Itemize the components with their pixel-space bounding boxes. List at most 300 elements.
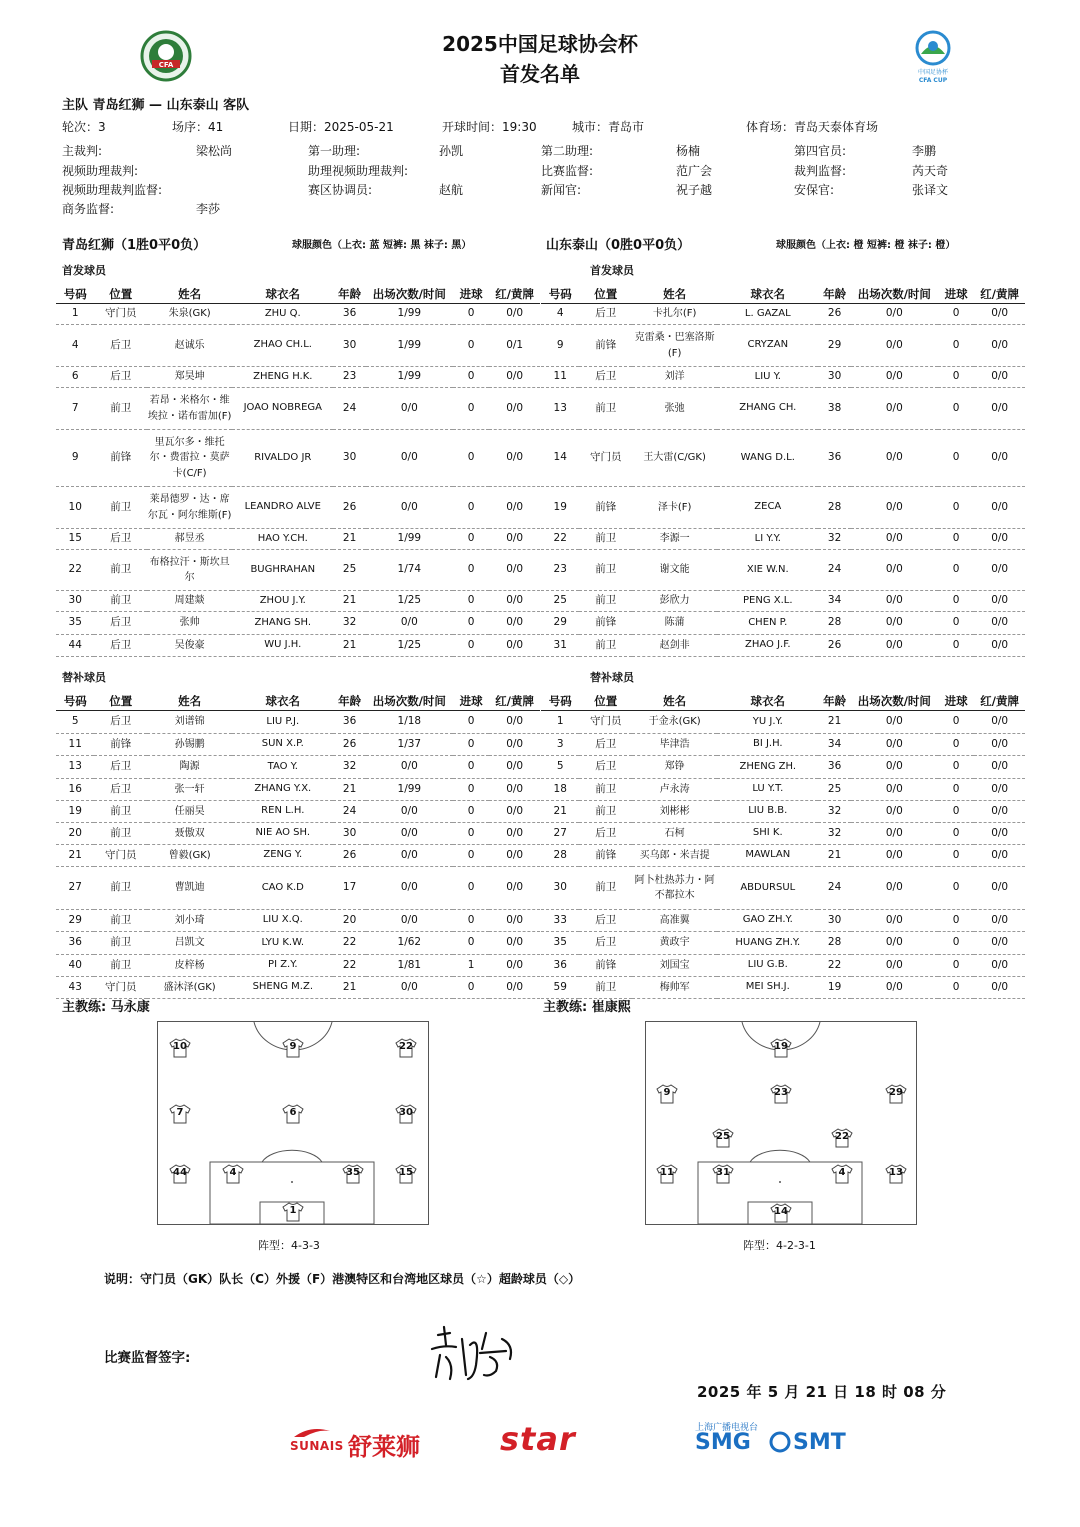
table-cell: 26 <box>333 487 365 529</box>
table-row <box>541 955 1025 977</box>
star-text: star <box>500 1420 576 1458</box>
table-cell: 前锋 <box>94 734 147 756</box>
table-cell: 0 <box>938 932 974 955</box>
jersey-icon <box>885 1084 907 1104</box>
column-header: 出场次数/时间 <box>366 285 453 304</box>
table-cell: 前卫 <box>579 388 632 430</box>
home-coach: 主教练: 马永康 <box>62 1000 150 1015</box>
table-row <box>541 932 1025 955</box>
table-cell: 1/99 <box>366 325 453 367</box>
table-cell: 0/0 <box>974 711 1025 734</box>
column-header: 进球 <box>938 285 974 304</box>
table-cell: 赵诚乐 <box>147 325 232 367</box>
official-label: 安保官: <box>794 183 835 197</box>
match-no-info: 场序：41 <box>172 120 224 134</box>
table-cell: 0 <box>453 845 489 867</box>
table-cell: 0 <box>938 977 974 999</box>
table-cell: 24 <box>818 550 850 591</box>
table-cell: 曹凯迪 <box>147 867 232 910</box>
table-cell: 0 <box>453 612 489 635</box>
table-cell: 0/0 <box>489 756 540 779</box>
home-kit-colors: 球服颜色（上衣: 蓝 短裤: 黑 袜子: 黑） <box>292 240 472 251</box>
table-cell: 30 <box>56 591 94 612</box>
table-cell: 里瓦尔多・维托尔・费雷拉・莫萨卡(C/F) <box>147 430 232 487</box>
table-cell: 25 <box>333 550 365 591</box>
table-cell: 25 <box>541 591 579 612</box>
table-cell: ABDURSUL <box>717 867 818 910</box>
table-cell: 张一轩 <box>147 779 232 801</box>
official-label: 主裁判: <box>62 144 103 158</box>
table-row <box>56 734 540 756</box>
table-cell: 23 <box>541 550 579 591</box>
table-cell: RIVALDO JR <box>232 430 333 487</box>
table-cell: 0/0 <box>851 367 938 388</box>
smg-text: SMG <box>695 1430 751 1455</box>
table-cell: 4 <box>541 304 579 325</box>
table-cell: XIE W.N. <box>717 550 818 591</box>
table-cell: LI Y.Y. <box>717 529 818 550</box>
table-cell: 9 <box>56 430 94 487</box>
table-cell: 张帅 <box>147 612 232 635</box>
table-cell: 11 <box>56 734 94 756</box>
table-cell: 0/0 <box>366 430 453 487</box>
table-cell: 0 <box>453 304 489 325</box>
table-cell: 30 <box>333 823 365 845</box>
table-cell: 1/25 <box>366 635 453 657</box>
table-cell: 0/0 <box>851 955 938 977</box>
home-formation-pitch <box>157 1021 429 1225</box>
official-value: 梁松尚 <box>196 144 233 158</box>
table-cell: 前锋 <box>579 487 632 529</box>
table-cell: 0 <box>938 801 974 823</box>
table-cell: 0/0 <box>851 550 938 591</box>
table-cell: 0/0 <box>974 910 1025 932</box>
table-cell: 0/0 <box>974 867 1025 910</box>
smg-logo <box>695 1420 865 1460</box>
official-label: 视频助理裁判监督: <box>62 183 163 197</box>
table-cell: 前卫 <box>94 910 147 932</box>
column-header: 年龄 <box>818 285 850 304</box>
table-cell: 30 <box>333 430 365 487</box>
table-cell: MEI SH.J. <box>717 977 818 999</box>
table-row <box>541 734 1025 756</box>
table-cell: ZHENG H.K. <box>232 367 333 388</box>
table-cell: 30 <box>818 367 850 388</box>
home-subs-label: 替补球员 <box>62 671 106 684</box>
jersey-number: 19 <box>774 1041 788 1052</box>
table-cell: 23 <box>333 367 365 388</box>
jersey-icon <box>395 1104 417 1124</box>
table-cell: 0 <box>453 977 489 999</box>
table-cell: 0/0 <box>851 734 938 756</box>
table-cell: 20 <box>333 910 365 932</box>
table-cell: 刘国宝 <box>632 955 717 977</box>
jersey-number: 15 <box>399 1167 413 1178</box>
table-cell: 6 <box>56 367 94 388</box>
column-header: 出场次数/时间 <box>366 692 453 711</box>
jersey-number: 10 <box>173 1041 187 1052</box>
table-cell: WANG D.L. <box>717 430 818 487</box>
table-cell: 0/0 <box>974 487 1025 529</box>
official-value: 李鹏 <box>912 144 937 158</box>
jersey-icon <box>169 1038 191 1058</box>
table-cell: 盛沐泽(GK) <box>147 977 232 999</box>
table-row <box>56 388 540 430</box>
table-cell: LIU G.B. <box>717 955 818 977</box>
table-cell: 后卫 <box>579 304 632 325</box>
table-cell: 若昂・米格尔・维埃拉・诺布雷加(F) <box>147 388 232 430</box>
table-cell: 0/0 <box>489 977 540 999</box>
table-cell: 21 <box>333 779 365 801</box>
column-header: 号码 <box>541 285 579 304</box>
table-cell: 克雷桑・巴塞洛斯(F) <box>632 325 717 367</box>
away-formation-pitch <box>645 1021 917 1225</box>
table-row <box>56 823 540 845</box>
table-cell: 22 <box>541 529 579 550</box>
table-cell: 1/25 <box>366 591 453 612</box>
column-header: 球衣名 <box>717 692 818 711</box>
jersey-icon <box>395 1164 417 1184</box>
table-cell: 0/0 <box>974 612 1025 635</box>
table-cell: 0/0 <box>851 635 938 657</box>
table-cell: 1/62 <box>366 932 453 955</box>
jersey-number: 22 <box>835 1131 849 1142</box>
table-cell: 0 <box>938 591 974 612</box>
official-value: 祝子越 <box>676 183 713 197</box>
jersey-number: 35 <box>346 1167 360 1178</box>
table-cell: 泽卡(F) <box>632 487 717 529</box>
column-header: 球衣名 <box>717 285 818 304</box>
official-label: 新闻官: <box>541 183 582 197</box>
table-cell: 0 <box>453 487 489 529</box>
table-cell: 郑昊坤 <box>147 367 232 388</box>
table-cell: 0/0 <box>851 711 938 734</box>
table-cell: 守门员 <box>94 304 147 325</box>
jersey-number: 23 <box>774 1087 788 1098</box>
table-cell: BI J.H. <box>717 734 818 756</box>
home-team-header: 青岛红狮（1胜0平0负） <box>62 238 207 253</box>
table-cell: 0/0 <box>851 325 938 367</box>
table-cell: 22 <box>56 550 94 591</box>
table-cell: 1/99 <box>366 367 453 388</box>
table-cell: CRYZAN <box>717 325 818 367</box>
table-cell: 前锋 <box>579 325 632 367</box>
official-label: 助理视频助理裁判: <box>308 164 409 178</box>
table-cell: 0 <box>938 430 974 487</box>
table-cell: 0 <box>938 779 974 801</box>
table-cell: 21 <box>541 801 579 823</box>
table-cell: 26 <box>818 304 850 325</box>
table-cell: 0 <box>938 823 974 845</box>
table-cell: 卡扎尔(F) <box>632 304 717 325</box>
column-header: 进球 <box>938 692 974 711</box>
jersey-icon <box>770 1203 792 1223</box>
jersey-number: 4 <box>229 1167 237 1178</box>
table-cell: LU Y.T. <box>717 779 818 801</box>
official-label: 比赛监督: <box>541 164 594 178</box>
table-cell: 13 <box>56 756 94 779</box>
table-cell: 前卫 <box>94 550 147 591</box>
home-subs-table <box>56 692 540 999</box>
table-cell: 0/0 <box>851 529 938 550</box>
table-cell: 36 <box>541 955 579 977</box>
table-cell: 0/0 <box>489 932 540 955</box>
date-info: 日期：2025-05-21 <box>288 120 394 134</box>
table-row <box>56 487 540 529</box>
table-cell: 22 <box>333 932 365 955</box>
table-row <box>541 910 1025 932</box>
official-value: 范广会 <box>676 164 713 178</box>
table-cell: 0/0 <box>489 823 540 845</box>
table-cell: YU J.Y. <box>717 711 818 734</box>
table-cell: 0/0 <box>489 955 540 977</box>
official-label: 赛区协调员: <box>308 183 373 197</box>
table-row <box>56 910 540 932</box>
table-cell: 0 <box>938 910 974 932</box>
table-row <box>56 529 540 550</box>
table-cell: 22 <box>333 955 365 977</box>
table-cell: 21 <box>333 529 365 550</box>
table-cell: 1/37 <box>366 734 453 756</box>
away-starters-label: 首发球员 <box>590 264 634 277</box>
table-row <box>56 635 540 657</box>
jersey-number: 25 <box>716 1131 730 1142</box>
table-cell: 0/0 <box>974 955 1025 977</box>
table-cell: 24 <box>333 801 365 823</box>
table-row <box>56 801 540 823</box>
table-cell: 0/0 <box>366 823 453 845</box>
table-cell: 0/0 <box>974 550 1025 591</box>
table-cell: 后卫 <box>94 635 147 657</box>
table-cell: 28 <box>818 932 850 955</box>
away-subs-table <box>541 692 1025 999</box>
table-cell: 后卫 <box>579 823 632 845</box>
table-cell: 19 <box>541 487 579 529</box>
table-header-row <box>56 692 540 711</box>
table-cell: MAWLAN <box>717 845 818 867</box>
column-header: 姓名 <box>147 285 232 304</box>
column-header: 年龄 <box>333 285 365 304</box>
table-row <box>541 367 1025 388</box>
table-cell: 前卫 <box>579 867 632 910</box>
table-cell: 30 <box>541 867 579 910</box>
jersey-icon <box>656 1164 678 1184</box>
table-cell: 0 <box>453 867 489 910</box>
table-cell: 0 <box>938 955 974 977</box>
table-cell: 0 <box>938 612 974 635</box>
table-cell: 0 <box>938 845 974 867</box>
home-starters-label: 首发球员 <box>62 264 106 277</box>
table-cell: 22 <box>818 955 850 977</box>
official-value: 芮天奇 <box>912 164 949 178</box>
table-cell: 皮梓杨 <box>147 955 232 977</box>
legend-note: 说明：守门员（GK）队长（C）外援（F）港澳特区和台湾地区球员（☆）超龄球员（◇） <box>104 1272 581 1286</box>
table-cell: ZHAO CH.L. <box>232 325 333 367</box>
table-cell: 19 <box>56 801 94 823</box>
table-cell: 0 <box>453 388 489 430</box>
table-row <box>56 867 540 910</box>
table-cell: 0/0 <box>489 367 540 388</box>
jersey-number: 1 <box>289 1205 297 1216</box>
table-cell: 0/0 <box>366 977 453 999</box>
table-cell: ZECA <box>717 487 818 529</box>
table-cell: 前卫 <box>94 487 147 529</box>
table-cell: 0/0 <box>851 779 938 801</box>
jersey-number: 9 <box>289 1041 297 1052</box>
official-label: 裁判监督: <box>794 164 847 178</box>
table-cell: 0/0 <box>851 977 938 999</box>
table-cell: 9 <box>541 325 579 367</box>
table-cell: 前卫 <box>579 591 632 612</box>
table-cell: 0/0 <box>974 529 1025 550</box>
table-cell: HUANG ZH.Y. <box>717 932 818 955</box>
column-header: 姓名 <box>632 692 717 711</box>
table-cell: PI Z.Y. <box>232 955 333 977</box>
table-row <box>541 430 1025 487</box>
away-subs-label: 替补球员 <box>590 671 634 684</box>
table-cell: 26 <box>333 845 365 867</box>
table-cell: HAO Y.CH. <box>232 529 333 550</box>
column-header: 号码 <box>56 285 94 304</box>
kickoff-info: 开球时间：19:30 <box>442 120 537 134</box>
table-cell: 28 <box>541 845 579 867</box>
city-info: 城市：青岛市 <box>572 120 645 134</box>
jersey-number: 11 <box>660 1167 674 1178</box>
table-cell: 谢文能 <box>632 550 717 591</box>
smg-cn-text: 上海广播电视台 <box>695 1423 759 1433</box>
table-cell: 24 <box>818 867 850 910</box>
table-cell: 3 <box>541 734 579 756</box>
table-cell: 后卫 <box>579 367 632 388</box>
table-cell: 0/0 <box>851 932 938 955</box>
table-cell: LIU X.Q. <box>232 910 333 932</box>
table-row <box>56 955 540 977</box>
table-cell: 前卫 <box>94 867 147 910</box>
table-cell: 前卫 <box>579 635 632 657</box>
table-cell: 0 <box>453 711 489 734</box>
table-cell: 1/18 <box>366 711 453 734</box>
table-cell: 梅帅军 <box>632 977 717 999</box>
table-cell: 32 <box>333 756 365 779</box>
table-cell: 17 <box>333 867 365 910</box>
table-cell: LYU K.W. <box>232 932 333 955</box>
table-cell: 35 <box>56 612 94 635</box>
table-cell: 0/0 <box>974 779 1025 801</box>
round-info: 轮次：3 <box>62 120 106 134</box>
table-cell: 14 <box>541 430 579 487</box>
jersey-number: 29 <box>889 1087 903 1098</box>
table-row <box>541 529 1025 550</box>
table-cell: 0 <box>938 756 974 779</box>
table-cell: 0/0 <box>366 867 453 910</box>
table-cell: 21 <box>333 591 365 612</box>
star-logo <box>500 1422 640 1462</box>
table-cell: 21 <box>333 635 365 657</box>
table-row <box>541 388 1025 430</box>
table-cell: 吕凯文 <box>147 932 232 955</box>
table-cell: 30 <box>333 325 365 367</box>
table-cell: 0/0 <box>489 867 540 910</box>
table-cell: 0/0 <box>489 304 540 325</box>
table-cell: 1/99 <box>366 304 453 325</box>
table-cell: 后卫 <box>579 734 632 756</box>
table-cell: 0/0 <box>366 801 453 823</box>
table-cell: 36 <box>818 756 850 779</box>
table-cell: 0/0 <box>366 388 453 430</box>
table-cell: 毕津浩 <box>632 734 717 756</box>
table-cell: 王大雷(C/GK) <box>632 430 717 487</box>
table-cell: 0 <box>938 711 974 734</box>
table-cell: 16 <box>56 779 94 801</box>
table-cell: 刘小琦 <box>147 910 232 932</box>
table-cell: PENG X.L. <box>717 591 818 612</box>
table-cell: 0/0 <box>974 801 1025 823</box>
table-cell: 1/81 <box>366 955 453 977</box>
table-cell: 0 <box>938 635 974 657</box>
table-cell: 5 <box>541 756 579 779</box>
table-cell: 前卫 <box>94 591 147 612</box>
official-value: 杨楠 <box>676 144 701 158</box>
table-cell: 0/0 <box>366 756 453 779</box>
document-title: 首发名单 <box>500 62 580 86</box>
jersey-number: 13 <box>889 1167 903 1178</box>
table-cell: 0 <box>453 734 489 756</box>
column-header: 年龄 <box>818 692 850 711</box>
table-cell: 0/0 <box>974 823 1025 845</box>
table-cell: 0/0 <box>489 779 540 801</box>
table-cell: 0/0 <box>974 367 1025 388</box>
table-cell: 0/0 <box>851 801 938 823</box>
table-cell: 0/0 <box>851 845 938 867</box>
table-cell: 0/0 <box>489 430 540 487</box>
table-cell: 26 <box>333 734 365 756</box>
table-cell: 0/0 <box>851 823 938 845</box>
table-cell: CAO K.D <box>232 867 333 910</box>
table-cell: 0 <box>453 932 489 955</box>
column-header: 球衣名 <box>232 692 333 711</box>
column-header: 进球 <box>453 692 489 711</box>
table-cell: 0/0 <box>489 487 540 529</box>
table-cell: 0/0 <box>974 977 1025 999</box>
smt-text: SMT <box>793 1430 846 1455</box>
table-cell: 0/0 <box>974 304 1025 325</box>
table-row <box>541 487 1025 529</box>
table-cell: 21 <box>333 977 365 999</box>
table-cell: 27 <box>541 823 579 845</box>
table-cell: 赵剑非 <box>632 635 717 657</box>
table-cell: 5 <box>56 711 94 734</box>
table-row <box>541 845 1025 867</box>
table-row <box>56 367 540 388</box>
column-header: 进球 <box>453 285 489 304</box>
table-cell: 0 <box>938 487 974 529</box>
table-cell: 0 <box>453 430 489 487</box>
table-cell: 0/0 <box>366 845 453 867</box>
table-cell: 11 <box>541 367 579 388</box>
table-cell: ZHANG SH. <box>232 612 333 635</box>
sign-datetime: 2025 年 5 月 21 日 18 时 08 分 <box>697 1383 947 1401</box>
table-cell: 0/0 <box>974 845 1025 867</box>
table-cell: 0 <box>453 325 489 367</box>
svg-text:CFA CUP: CFA CUP <box>918 77 948 84</box>
table-cell: 彭欣力 <box>632 591 717 612</box>
table-row <box>56 612 540 635</box>
jersey-icon <box>656 1084 678 1104</box>
table-cell: 刘洋 <box>632 367 717 388</box>
table-cell: 卢永涛 <box>632 779 717 801</box>
table-cell: SUN X.P. <box>232 734 333 756</box>
column-header: 位置 <box>579 285 632 304</box>
